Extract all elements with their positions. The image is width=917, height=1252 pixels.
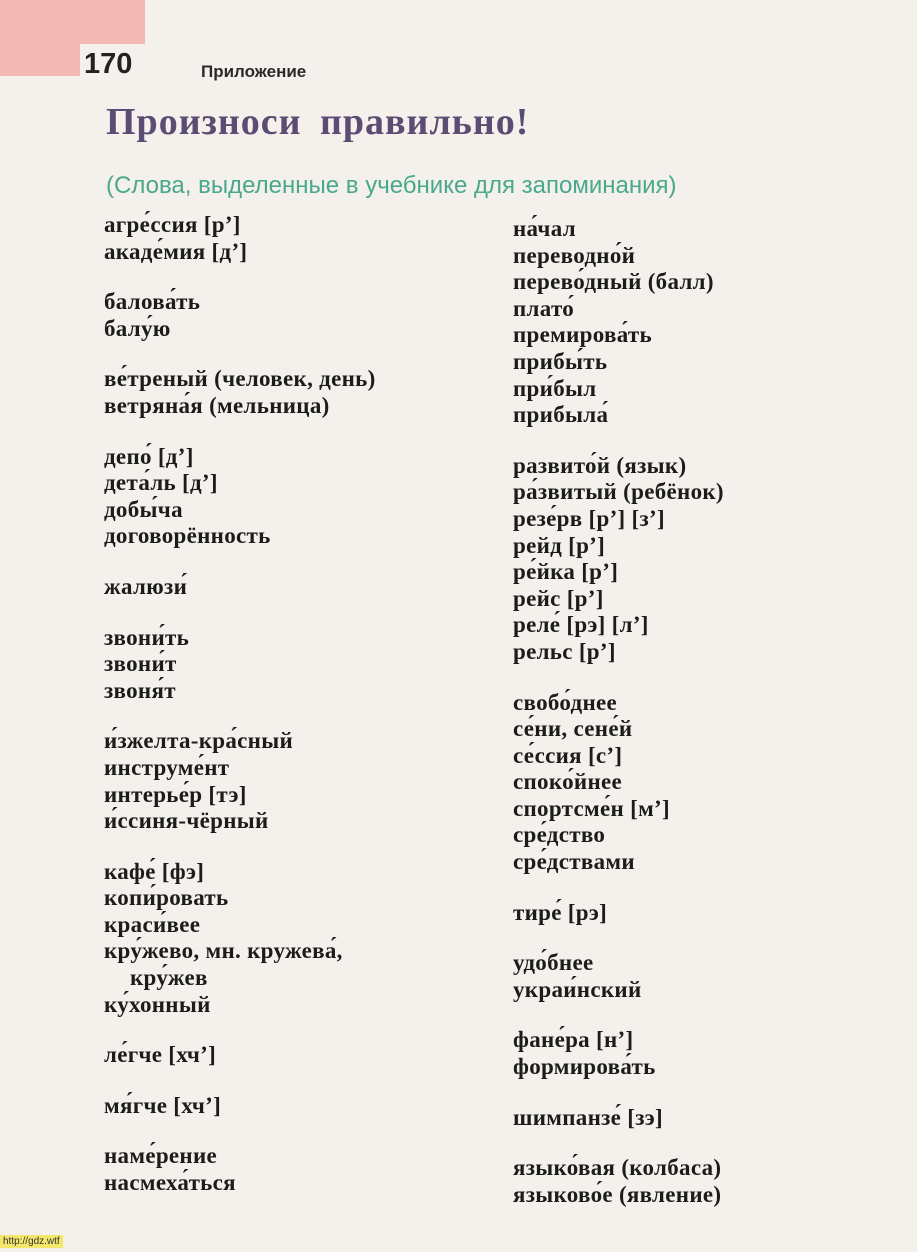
- page-corner-tab: [0, 0, 145, 44]
- word-group: [513, 690, 724, 876]
- page-number: 170: [84, 48, 133, 80]
- word-group: [104, 574, 376, 601]
- word-entry: сре́дствами: [513, 849, 635, 875]
- word-entry: насмеха́ться: [104, 1170, 236, 1196]
- word-entry: языко́вая (колбаса): [513, 1155, 722, 1181]
- word-group: [513, 950, 724, 1003]
- word-entry: премирова́ть: [513, 322, 652, 348]
- word-group: [513, 1105, 724, 1132]
- word-entry: перево́дный (балл): [513, 269, 714, 295]
- word-entry: рейд [р’]: [513, 532, 606, 558]
- page-title: Произноси правильно!: [106, 101, 530, 143]
- word-group: [104, 366, 376, 419]
- word-group: [104, 289, 376, 342]
- word-group: [104, 1143, 376, 1196]
- word-entry: интерье́р [тэ]: [104, 781, 247, 807]
- word-group: [513, 453, 724, 666]
- word-entry: прибы́ть: [513, 348, 608, 374]
- word-entry: звоня́т: [104, 677, 176, 703]
- word-entry: удо́бнее: [513, 950, 594, 976]
- word-entry: и́ссиня-чёрный: [104, 808, 269, 834]
- right-word-column: [513, 216, 724, 1232]
- watermark: http://gdz.wtf: [0, 1235, 63, 1248]
- page-corner-tab-lower: [0, 44, 80, 76]
- page-subtitle: (Слова, выделенные в учебнике для запоминания): [106, 172, 677, 199]
- word-entry: споко́йнее: [513, 769, 623, 795]
- word-entry: ку́хонный: [104, 991, 211, 1017]
- word-group: [104, 212, 376, 265]
- section-name: Приложение: [201, 62, 307, 81]
- word-entry: кру́жев: [130, 965, 208, 991]
- word-entry: спортсме́н [м’]: [513, 795, 670, 821]
- word-entry: кру́жево, мн. кружева́,: [104, 938, 343, 964]
- word-entry: дета́ль [д’]: [104, 470, 218, 496]
- word-group: [513, 1155, 724, 1208]
- word-group: [104, 859, 376, 1019]
- word-entry: свобо́днее: [513, 689, 618, 715]
- word-entry: звони́т: [104, 651, 177, 677]
- word-entry: развито́й (язык): [513, 452, 687, 478]
- word-entry: фане́ра [н’]: [513, 1027, 634, 1053]
- word-entry: на́чал: [513, 216, 576, 241]
- word-entry: инструме́нт: [104, 754, 230, 780]
- word-entry: рельс [р’]: [513, 638, 616, 664]
- word-group: [104, 444, 376, 550]
- word-group: [104, 1093, 376, 1120]
- word-entry: краси́вее: [104, 911, 201, 937]
- word-entry: жалюзи́: [104, 573, 188, 599]
- word-entry: балова́ть: [104, 289, 201, 315]
- word-entry: ве́треный (человек, день): [104, 366, 376, 392]
- word-entry: плато́: [513, 295, 575, 321]
- word-entry: формирова́ть: [513, 1054, 656, 1080]
- word-group: [513, 900, 724, 927]
- word-entry: агре́ссия [р’]: [104, 212, 241, 237]
- word-group: [104, 625, 376, 705]
- word-entry: при́был: [513, 375, 597, 401]
- word-group: [513, 1027, 724, 1080]
- word-entry: и́зжелта-кра́сный: [104, 728, 294, 754]
- word-entry: наме́рение: [104, 1143, 218, 1169]
- word-entry: ре́йка [р’]: [513, 559, 619, 585]
- word-group: [104, 1042, 376, 1069]
- word-entry: кафе́ [фэ]: [104, 858, 205, 884]
- word-entry: рейс [р’]: [513, 585, 604, 611]
- word-entry: добы́ча: [104, 496, 183, 522]
- left-word-column: [104, 212, 376, 1221]
- word-entry: акаде́мия [д’]: [104, 238, 248, 264]
- word-entry: ле́гче [хч’]: [104, 1042, 217, 1068]
- word-entry: балу́ю: [104, 315, 171, 341]
- word-entry: мя́гче [хч’]: [104, 1092, 222, 1118]
- word-entry: резе́рв [р’] [з’]: [513, 505, 665, 531]
- word-entry: тире́ [рэ]: [513, 899, 608, 925]
- word-entry: депо́ [д’]: [104, 443, 194, 469]
- word-entry: шимпанзе́ [зэ]: [513, 1104, 663, 1130]
- word-entry: реле́ [рэ] [л’]: [513, 612, 649, 638]
- word-group: [513, 216, 724, 429]
- word-entry: языково́е (явление): [513, 1181, 722, 1207]
- word-entry: звони́ть: [104, 624, 190, 650]
- word-entry: се́ссия [с’]: [513, 742, 623, 768]
- word-entry: украи́нский: [513, 976, 642, 1002]
- word-entry: прибыла́: [513, 402, 609, 428]
- word-entry: ра́звитый (ребёнок): [513, 479, 724, 505]
- word-entry: се́ни, сене́й: [513, 716, 633, 742]
- word-entry: договорённость: [104, 523, 271, 549]
- word-entry: сре́дство: [513, 822, 606, 848]
- word-entry: переводно́й: [513, 242, 636, 268]
- word-group: [104, 728, 376, 834]
- word-entry: ветряна́я (мельница): [104, 392, 330, 418]
- word-entry: копи́ровать: [104, 885, 229, 911]
